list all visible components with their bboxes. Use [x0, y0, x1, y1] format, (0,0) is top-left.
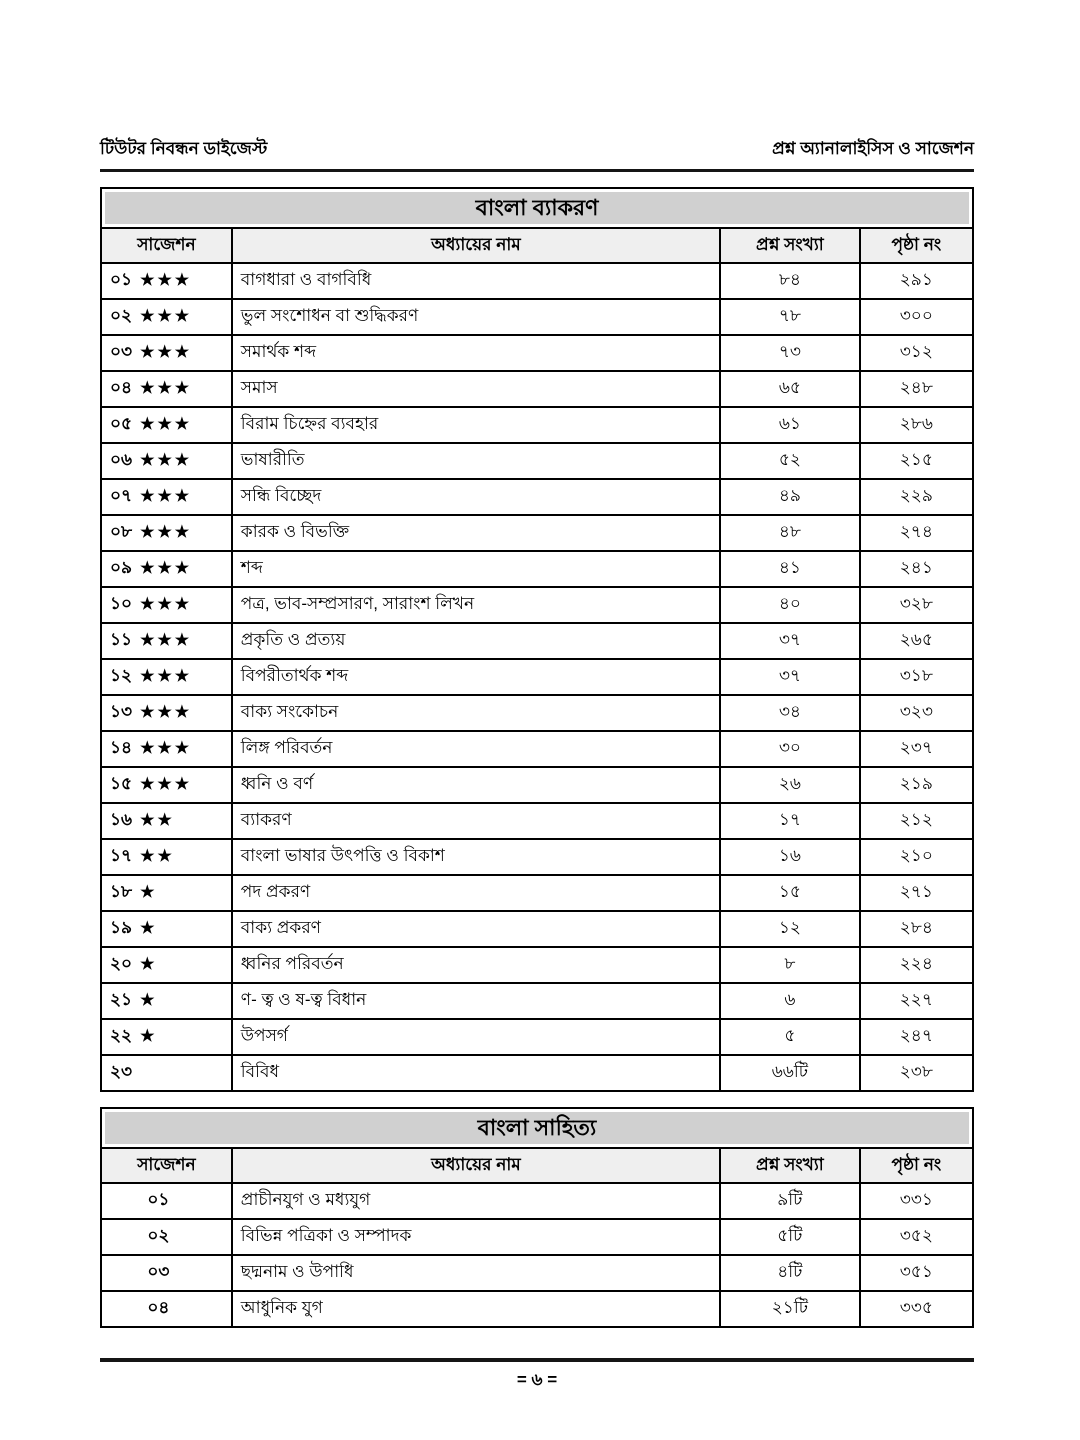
- serial-cell: [101, 1183, 232, 1219]
- serial-number: ২৩: [110, 1062, 133, 1082]
- chapter-name: সন্ধি বিচ্ছেদ: [232, 479, 720, 515]
- col-header-suggestion: সাজেশন: [101, 1148, 232, 1183]
- chapter-name: ছদ্মনাম ও উপাধি: [232, 1255, 720, 1291]
- page-content: [100, 136, 974, 1395]
- chapter-name: শব্দ: [232, 551, 720, 587]
- serial-number: ১৯: [110, 918, 133, 938]
- serial-cell: [101, 551, 232, 587]
- table-row: [101, 443, 973, 479]
- col-header-chapter: অধ্যায়ের নাম: [232, 228, 720, 263]
- table-row: [101, 1291, 973, 1327]
- table-row: [101, 1255, 973, 1291]
- page-no: ২৬৫: [860, 623, 973, 659]
- table-row: [101, 515, 973, 551]
- serial-number: ০৩: [147, 1262, 170, 1282]
- col-header-suggestion: সাজেশন: [101, 228, 232, 263]
- page-no: ২১৯: [860, 767, 973, 803]
- star-rating-icon: ★★★: [140, 632, 193, 650]
- star-rating-icon: ★★: [140, 812, 175, 830]
- col-header-page-no: পৃষ্ঠা নং: [860, 1148, 973, 1183]
- table-row: [101, 767, 973, 803]
- page-no: ২১২: [860, 803, 973, 839]
- question-count: ৩৪: [720, 695, 860, 731]
- serial-number: ০১: [110, 270, 133, 290]
- serial-cell: [101, 479, 232, 515]
- question-count: ৩৭: [720, 623, 860, 659]
- page-no: ২৮৬: [860, 407, 973, 443]
- star-rating-icon: ★★★: [140, 740, 193, 758]
- literature-suggestion-table: [100, 1107, 974, 1328]
- column-header-row: [101, 228, 973, 263]
- serial-cell: [101, 1291, 232, 1327]
- table-row: [101, 263, 973, 299]
- question-count: ২১টি: [720, 1291, 860, 1327]
- serial-cell: [101, 659, 232, 695]
- page-no: ২৭১: [860, 875, 973, 911]
- serial-number: ১৫: [110, 774, 133, 794]
- footer-page-number: = ৬ =: [516, 1370, 558, 1390]
- serial-number: ১৩: [110, 702, 133, 722]
- serial-cell: [101, 1019, 232, 1055]
- table-title-cell: [101, 1108, 973, 1148]
- serial-number: ০৬: [110, 450, 133, 470]
- star-rating-icon: ★★★: [140, 272, 193, 290]
- table-title: বাংলা ব্যাকরণ: [105, 192, 969, 224]
- running-header: [100, 136, 974, 172]
- table-row: [101, 839, 973, 875]
- question-count: ৪৮: [720, 515, 860, 551]
- page-no: ৩২৩: [860, 695, 973, 731]
- table-title-row: [101, 188, 973, 228]
- chapter-name: ধ্বনি ও বর্ণ: [232, 767, 720, 803]
- question-count: ৬: [720, 983, 860, 1019]
- table-row: [101, 1055, 973, 1091]
- chapter-name: ধ্বনির পরিবর্তন: [232, 947, 720, 983]
- chapter-name: লিঙ্গ পরিবর্তন: [232, 731, 720, 767]
- serial-cell: [101, 803, 232, 839]
- serial-number: ০২: [110, 306, 133, 326]
- question-count: ৫: [720, 1019, 860, 1055]
- header-left-text: টিউটর নিবন্ধন ডাইজেস্ট: [100, 139, 268, 158]
- question-count: ৭৩: [720, 335, 860, 371]
- chapter-name: কারক ও বিভক্তি: [232, 515, 720, 551]
- question-count: ৩০: [720, 731, 860, 767]
- serial-cell: [101, 1055, 232, 1091]
- table-row: [101, 299, 973, 335]
- page-no: ২৩৭: [860, 731, 973, 767]
- table-row: [101, 479, 973, 515]
- serial-cell: [101, 407, 232, 443]
- page-no: ৩০০: [860, 299, 973, 335]
- question-count: ১৫: [720, 875, 860, 911]
- serial-number: ০৪: [147, 1298, 170, 1318]
- table-row: [101, 911, 973, 947]
- page-no: ২৪৮: [860, 371, 973, 407]
- page-no: ২৩৮: [860, 1055, 973, 1091]
- page-no: ২২৪: [860, 947, 973, 983]
- chapter-name: উপসর্গ: [232, 1019, 720, 1055]
- col-header-question-count: প্রশ্ন সংখ্যা: [720, 1148, 860, 1183]
- question-count: ৪০: [720, 587, 860, 623]
- serial-number: ১৪: [110, 738, 133, 758]
- star-rating-icon: ★★★: [140, 560, 193, 578]
- chapter-name: ণ- ত্ব ও ষ-ত্ব বিধান: [232, 983, 720, 1019]
- col-header-question-count: প্রশ্ন সংখ্যা: [720, 228, 860, 263]
- question-count: ৫টি: [720, 1219, 860, 1255]
- question-count: ১৬: [720, 839, 860, 875]
- chapter-name: প্রাচীনযুগ ও মধ্যযুগ: [232, 1183, 720, 1219]
- serial-cell: [101, 695, 232, 731]
- serial-cell: [101, 911, 232, 947]
- serial-number: ১১: [110, 630, 133, 650]
- page-no: ২২৯: [860, 479, 973, 515]
- serial-cell: [101, 515, 232, 551]
- serial-number: ২০: [110, 954, 133, 974]
- chapter-name: প্রকৃতি ও প্রত্যয়: [232, 623, 720, 659]
- page-no: ২১৫: [860, 443, 973, 479]
- question-count: ৪টি: [720, 1255, 860, 1291]
- serial-number: ০৭: [110, 486, 133, 506]
- star-rating-icon: ★★★: [140, 524, 193, 542]
- star-rating-icon: ★★★: [140, 308, 193, 326]
- page-no: ২৮৪: [860, 911, 973, 947]
- question-count: ৮৪: [720, 263, 860, 299]
- serial-cell: [101, 263, 232, 299]
- table-row: [101, 1183, 973, 1219]
- page-no: ৩১২: [860, 335, 973, 371]
- col-header-chapter: অধ্যায়ের নাম: [232, 1148, 720, 1183]
- serial-number: ০৯: [110, 558, 133, 578]
- chapter-name: বাক্য প্রকরণ: [232, 911, 720, 947]
- serial-cell: [101, 371, 232, 407]
- star-rating-icon: ★★: [140, 848, 175, 866]
- serial-cell: [101, 335, 232, 371]
- table-row: [101, 875, 973, 911]
- table-row: [101, 335, 973, 371]
- question-count: ১৭: [720, 803, 860, 839]
- page-no: ২২৭: [860, 983, 973, 1019]
- header-right-text: প্রশ্ন অ্যানালাইসিস ও সাজেশন: [772, 139, 974, 158]
- page-no: ২৪১: [860, 551, 973, 587]
- serial-number: ১৬: [110, 810, 133, 830]
- serial-number: ১০: [110, 594, 133, 614]
- question-count: ৬৫: [720, 371, 860, 407]
- serial-cell: [101, 623, 232, 659]
- star-rating-icon: ★★★: [140, 704, 193, 722]
- page-no: ২৭৪: [860, 515, 973, 551]
- chapter-name: বাগধারা ও বাগবিধি: [232, 263, 720, 299]
- question-count: ৩৭: [720, 659, 860, 695]
- table-row: [101, 659, 973, 695]
- serial-number: ১৭: [110, 846, 133, 866]
- question-count: ২৬: [720, 767, 860, 803]
- serial-number: ০১: [147, 1190, 170, 1210]
- table-title: বাংলা সাহিত্য: [105, 1112, 969, 1144]
- table-row: [101, 731, 973, 767]
- question-count: ৬৬টি: [720, 1055, 860, 1091]
- page-no: ৩৩১: [860, 1183, 973, 1219]
- star-rating-icon: ★★★: [140, 668, 193, 686]
- serial-number: ০৮: [110, 522, 133, 542]
- question-count: ৯টি: [720, 1183, 860, 1219]
- star-rating-icon: ★★★: [140, 596, 193, 614]
- chapter-name: পদ প্রকরণ: [232, 875, 720, 911]
- table-row: [101, 587, 973, 623]
- chapter-name: সমাস: [232, 371, 720, 407]
- page-no: ৩২৮: [860, 587, 973, 623]
- serial-number: ২১: [110, 990, 133, 1010]
- star-rating-icon: ★★★: [140, 416, 193, 434]
- question-count: ৭৮: [720, 299, 860, 335]
- star-rating-icon: ★★★: [140, 452, 193, 470]
- page-no: ২৯১: [860, 263, 973, 299]
- table-row: [101, 371, 973, 407]
- chapter-name: বাংলা ভাষার উৎপত্তি ও বিকাশ: [232, 839, 720, 875]
- table-row: [101, 695, 973, 731]
- serial-cell: [101, 299, 232, 335]
- question-count: ১২: [720, 911, 860, 947]
- serial-cell: [101, 767, 232, 803]
- page-no: ৩৩৫: [860, 1291, 973, 1327]
- serial-cell: [101, 587, 232, 623]
- serial-cell: [101, 983, 232, 1019]
- serial-cell: [101, 1255, 232, 1291]
- table-row: [101, 983, 973, 1019]
- serial-number: ০৫: [110, 414, 133, 434]
- star-rating-icon: ★★★: [140, 488, 193, 506]
- grammar-suggestion-table: [100, 187, 974, 1092]
- serial-cell: [101, 731, 232, 767]
- star-rating-icon: ★: [140, 956, 158, 974]
- serial-number: ০৩: [110, 342, 133, 362]
- chapter-name: সমার্থক শব্দ: [232, 335, 720, 371]
- table-row: [101, 947, 973, 983]
- star-rating-icon: ★: [140, 1028, 158, 1046]
- table-row: [101, 1219, 973, 1255]
- star-rating-icon: ★★★: [140, 776, 193, 794]
- chapter-name: বাক্য সংকোচন: [232, 695, 720, 731]
- chapter-name: ভুল সংশোধন বা শুদ্ধিকরণ: [232, 299, 720, 335]
- star-rating-icon: ★★★: [140, 380, 193, 398]
- page-no: ৩৫২: [860, 1219, 973, 1255]
- serial-number: ০২: [147, 1226, 170, 1246]
- footer-rule: [100, 1358, 974, 1362]
- question-count: ৪১: [720, 551, 860, 587]
- serial-cell: [101, 947, 232, 983]
- question-count: ৪৯: [720, 479, 860, 515]
- page-no: ৩৫১: [860, 1255, 973, 1291]
- question-count: ৮: [720, 947, 860, 983]
- page-no: ২৪৭: [860, 1019, 973, 1055]
- serial-cell: [101, 443, 232, 479]
- table-title-cell: [101, 188, 973, 228]
- question-count: ৬১: [720, 407, 860, 443]
- chapter-name: বিবিধ: [232, 1055, 720, 1091]
- serial-cell: [101, 839, 232, 875]
- serial-number: ১৮: [110, 882, 133, 902]
- column-header-row: [101, 1148, 973, 1183]
- serial-number: ২২: [110, 1026, 133, 1046]
- star-rating-icon: ★: [140, 920, 158, 938]
- serial-number: ০৪: [110, 378, 133, 398]
- serial-cell: [101, 1219, 232, 1255]
- serial-number: ১২: [110, 666, 133, 686]
- chapter-name: পত্র, ভাব-সম্প্রসারণ, সারাংশ লিখন: [232, 587, 720, 623]
- chapter-name: আধুনিক যুগ: [232, 1291, 720, 1327]
- page-no: ২১০: [860, 839, 973, 875]
- table-row: [101, 623, 973, 659]
- table-row: [101, 803, 973, 839]
- table-row: [101, 551, 973, 587]
- table-row: [101, 407, 973, 443]
- page-no: ৩১৮: [860, 659, 973, 695]
- chapter-name: বিপরীতার্থক শব্দ: [232, 659, 720, 695]
- star-rating-icon: ★★★: [140, 344, 193, 362]
- serial-cell: [101, 875, 232, 911]
- question-count: ৫২: [720, 443, 860, 479]
- col-header-page-no: পৃষ্ঠা নং: [860, 228, 973, 263]
- star-rating-icon: ★: [140, 992, 158, 1010]
- page-footer: [100, 1358, 974, 1395]
- star-rating-icon: ★: [140, 884, 158, 902]
- chapter-name: ভাষারীতি: [232, 443, 720, 479]
- table-row: [101, 1019, 973, 1055]
- chapter-name: ব্যাকরণ: [232, 803, 720, 839]
- chapter-name: বিভিন্ন পত্রিকা ও সম্পাদক: [232, 1219, 720, 1255]
- chapter-name: বিরাম চিহ্নের ব্যবহার: [232, 407, 720, 443]
- table-title-row: [101, 1108, 973, 1148]
